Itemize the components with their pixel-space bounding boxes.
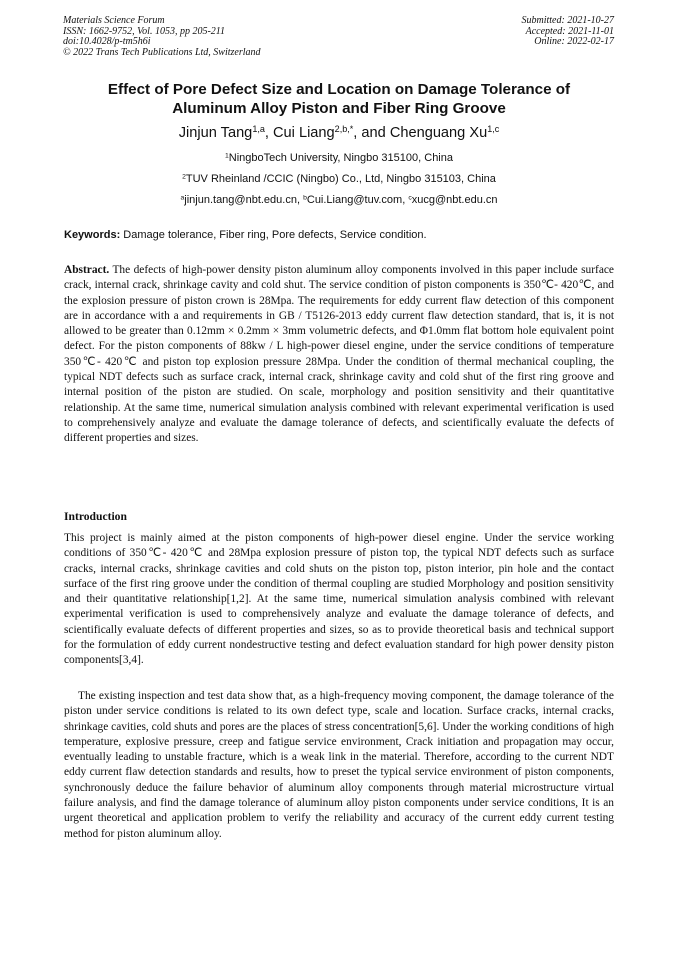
affiliation-1 xyxy=(60,151,618,165)
affiliation-2 xyxy=(60,172,618,186)
author-separator-1: , xyxy=(264,125,273,141)
email-c-mark: c xyxy=(408,194,412,202)
affiliation-1-mark: 1 xyxy=(224,152,229,160)
introduction-heading: Introduction xyxy=(64,510,127,523)
journal-header xyxy=(63,16,261,58)
affiliation-2-mark: 2 xyxy=(182,173,186,181)
journal-name: Materials Science Forum xyxy=(63,15,165,26)
email-b: Cui.Liang@tuv.com, xyxy=(306,194,409,206)
email-a-mark: a xyxy=(180,194,185,202)
email-c: xucg@nbt.edu.cn xyxy=(411,194,498,206)
date-submitted: Submitted: 2021-10-27 xyxy=(521,15,614,26)
email-a: jinjun.tang@nbt.edu.cn, xyxy=(184,194,304,206)
author-3-affil-mark: 1,c xyxy=(487,124,500,135)
author-1-affil-mark: 1,a xyxy=(252,124,265,135)
abstract xyxy=(64,263,614,446)
author-1-name: Jinjun Tang xyxy=(178,125,253,141)
paper-title xyxy=(60,81,618,118)
keywords-label: Keywords: xyxy=(64,229,121,241)
affiliation-2-text: TUV Rheinland /CCIC (Ningbo) Co., Ltd, Ningbo 315103, China xyxy=(185,173,496,185)
author-2-name: Cui Liang xyxy=(273,125,335,141)
abstract-label: Abstract. xyxy=(64,264,110,276)
affiliation-1-text: NingboTech University, Ningbo 315100, China xyxy=(228,152,453,164)
title-line-1: Effect of Pore Defect Size and Location on Damage Tolerance of xyxy=(107,81,571,98)
author-2-affil-mark: 2,b,* xyxy=(334,124,354,135)
date-accepted: Accepted: 2021-11-01 xyxy=(525,25,614,37)
title-line-2: Aluminum Alloy Piston and Fiber Ring Groove xyxy=(172,99,506,117)
journal-issn: ISSN: 1662-9752, Vol. 1053, pp 205-211 xyxy=(63,25,226,37)
journal-copyright: © 2022 Trans Tech Publications Ltd, Switzerland xyxy=(63,46,261,58)
author-list xyxy=(60,124,618,142)
author-emails xyxy=(60,193,618,207)
email-b-mark: b xyxy=(303,194,307,202)
abstract-text: The defects of high-power density piston aluminum alloy components involved in this paper include surface crack, internal crack, shrinkage cavity and cold shut. The service condition of piston components is 350℃- 420℃, and the explosion pressure of piston crown is 28Mpa. The requirements for eddy current flaw detection of this component are in accordance with a and requirements in GB / T5126-2013 eddy current flaw detection standard, that is, it is not allowed to be greater than 0.12mm × 0.2mm × 3mm volumetric defects, and Φ1.0mm flat bottom hole equivalent point defect. For the piston components of 88kw / L high-power diesel engine, under the service conditions of temperature 350℃- 420℃ and piston top explosion pressure 28Mpa. Under the condition of thermal mechanical coupling, the typical NDT defects such as surface crack, internal crack, shrinkage cavity and cold shut of the first ring groove and internal position of the piston are studied. On scale, morphology and position sensitivity and their quantitative relationship. At the same time, numerical simulation analysis combined with relevant experimental verification is used to comprehensively analyze and evaluate the damage tolerance of defects, and scientifically evaluate the defects of different properties and sizes. xyxy=(64,264,614,445)
author-separator-2: , and xyxy=(353,125,390,141)
introduction-paragraph-2: The existing inspection and test data show that, as a high-frequency moving component, the damage tolerance of the piston under service conditions is related to its own defect type, scale and location. Surface cracks, internal cracks, shrinkage cavities, cold shuts and pores are the places of stress concentration[5,6]. Under the working conditions of high temperature, explosive pressure, creep and fatigue service environment, Crack initiation and propagation may occur, eventually leading to unstable fracture, which is a weak link in the material. Therefore, according to the current NDT eddy current flaw detection standards and results, how to preset the typical service environment of piston components, synchronously deduce the failure behavior of aluminum alloy components through material microstructure virtual failure analysis, and find the damage tolerance of aluminum alloy piston components under service conditions, It is an urgent theoretical and application problem to verify the reliability and accuracy of the current eddy current testing method for piston aluminum alloy. xyxy=(64,690,614,840)
keywords-text: Damage tolerance, Fiber ring, Pore defects, Service condition. xyxy=(120,229,427,241)
author-3-name: Chenguang Xu xyxy=(389,125,488,141)
date-online: Online: 2022-02-17 xyxy=(534,36,614,48)
journal-doi: doi:10.4028/p-tm5h6i xyxy=(63,36,151,48)
introduction-paragraph-1: This project is mainly aimed at the piston components of high-power diesel engine. Under the service working conditions of 350℃- 420℃ and 28Mpa explosion pressure of piston top, the typical NDT defects such as surface cracks, internal cracks, shrinkage cavities and cold shuts on the piston top, piston interior, pin hole and the contact surface of the first ring groove under the condition of thermal coupling are studied Morphology and position sensitivity and their quantitative relationship[1,2]. At the same time, numerical simulation analysis combined with relevant experimental verification is used to comprehensively analyze and evaluate the damage tolerance of defects, and scientifically evaluate defects of different properties and sizes, so as to provide theoretical basis and technical support for the formulation of eddy current nondestructive testing and defect evaluation standard for high power density piston components[3,4]. xyxy=(64,532,614,667)
keywords xyxy=(64,228,624,242)
dates-header xyxy=(522,16,615,48)
